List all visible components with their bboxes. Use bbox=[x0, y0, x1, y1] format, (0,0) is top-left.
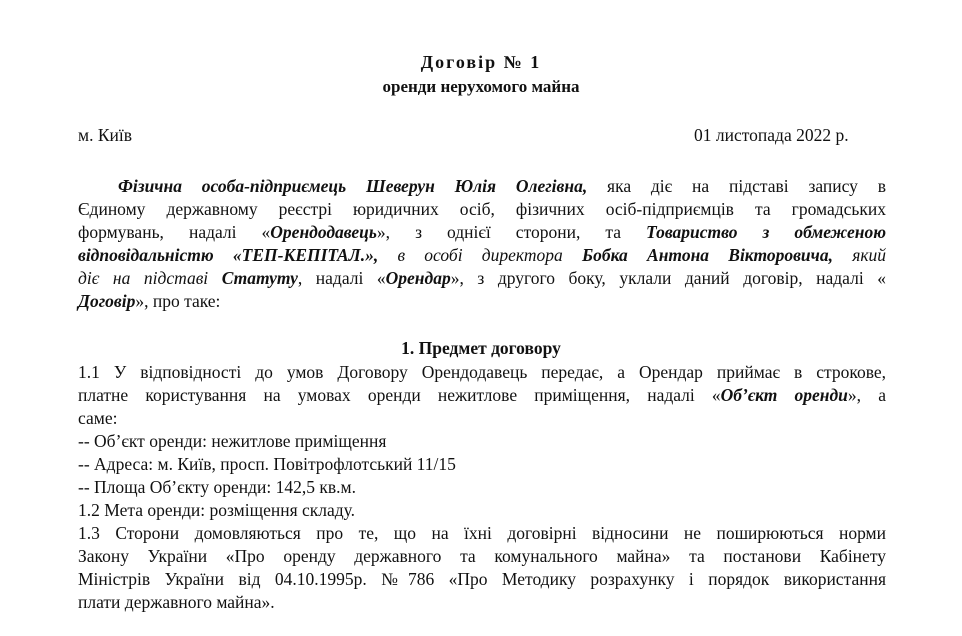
clause-1-3-line-4: плати державного майна». bbox=[78, 592, 275, 612]
preamble-line-2: Єдиному державному реєстрі юридичних осіб, фізичних осіб-підприємців та громадських bbox=[78, 199, 886, 219]
preamble-line-1: Фізична особа-підприємець Шеверун Юлія Олегівна, яка діє на підставі запису в bbox=[118, 176, 886, 196]
preamble-line-3: формувань, надалі «Орендодавець», з однієї сторони, та Товариство з обмеженою bbox=[78, 222, 886, 242]
list-item: -- Об’єкт оренди: нежитлове приміщення bbox=[78, 431, 387, 451]
city: м. Київ bbox=[78, 125, 132, 145]
preamble-line-5: діє на підставі Статуту, надалі «Орендар», з другого боку, уклали даний договір, надалі « bbox=[78, 268, 886, 288]
clause-1-2: 1.2 Мета оренди: розміщення складу. bbox=[78, 500, 356, 520]
clause-1-1-line-1: 1.1 У відповідності до умов Договору Орендодавець передає, а Орендар приймає в строкове, bbox=[78, 362, 886, 382]
clause-1-3-line-2: Закону України «Про оренду державного та комунального майна» та постанови Кабінету bbox=[78, 546, 886, 566]
list-item: -- Адреса: м. Київ, просп. Повітрофлотський 11/15 bbox=[78, 454, 456, 474]
clause-1-1-line-3: саме: bbox=[78, 408, 118, 428]
clause-1-3-line-1: 1.3 Сторони домовляються про те, що на їхні договірні відносини не поширюються норми bbox=[78, 523, 886, 543]
list-item: -- Площа Об’єкту оренди: 142,5 кв.м. bbox=[78, 477, 356, 497]
document-title: Договір № 1 bbox=[420, 52, 542, 72]
document-subtitle: оренди нерухомого майна bbox=[382, 77, 580, 96]
preamble-line-6: Договір», про таке: bbox=[78, 291, 221, 311]
preamble-line-4: відповідальністю «ТЕП-КЕПІТАЛ.», в особі директора Бобка Антона Вікторовича, який bbox=[78, 245, 887, 265]
clause-1-1-line-2: платне користування на умовах оренди нежитлове приміщення, надалі «Об’єкт оренди», а bbox=[78, 385, 886, 405]
date: 01 листопада 2022 р. bbox=[694, 125, 849, 145]
clause-1-3-line-3: Міністрів України від 04.10.1995р. №786 «Про Методику розрахунку і порядок використання bbox=[78, 569, 886, 589]
section-heading: 1. Предмет договору bbox=[401, 338, 561, 358]
